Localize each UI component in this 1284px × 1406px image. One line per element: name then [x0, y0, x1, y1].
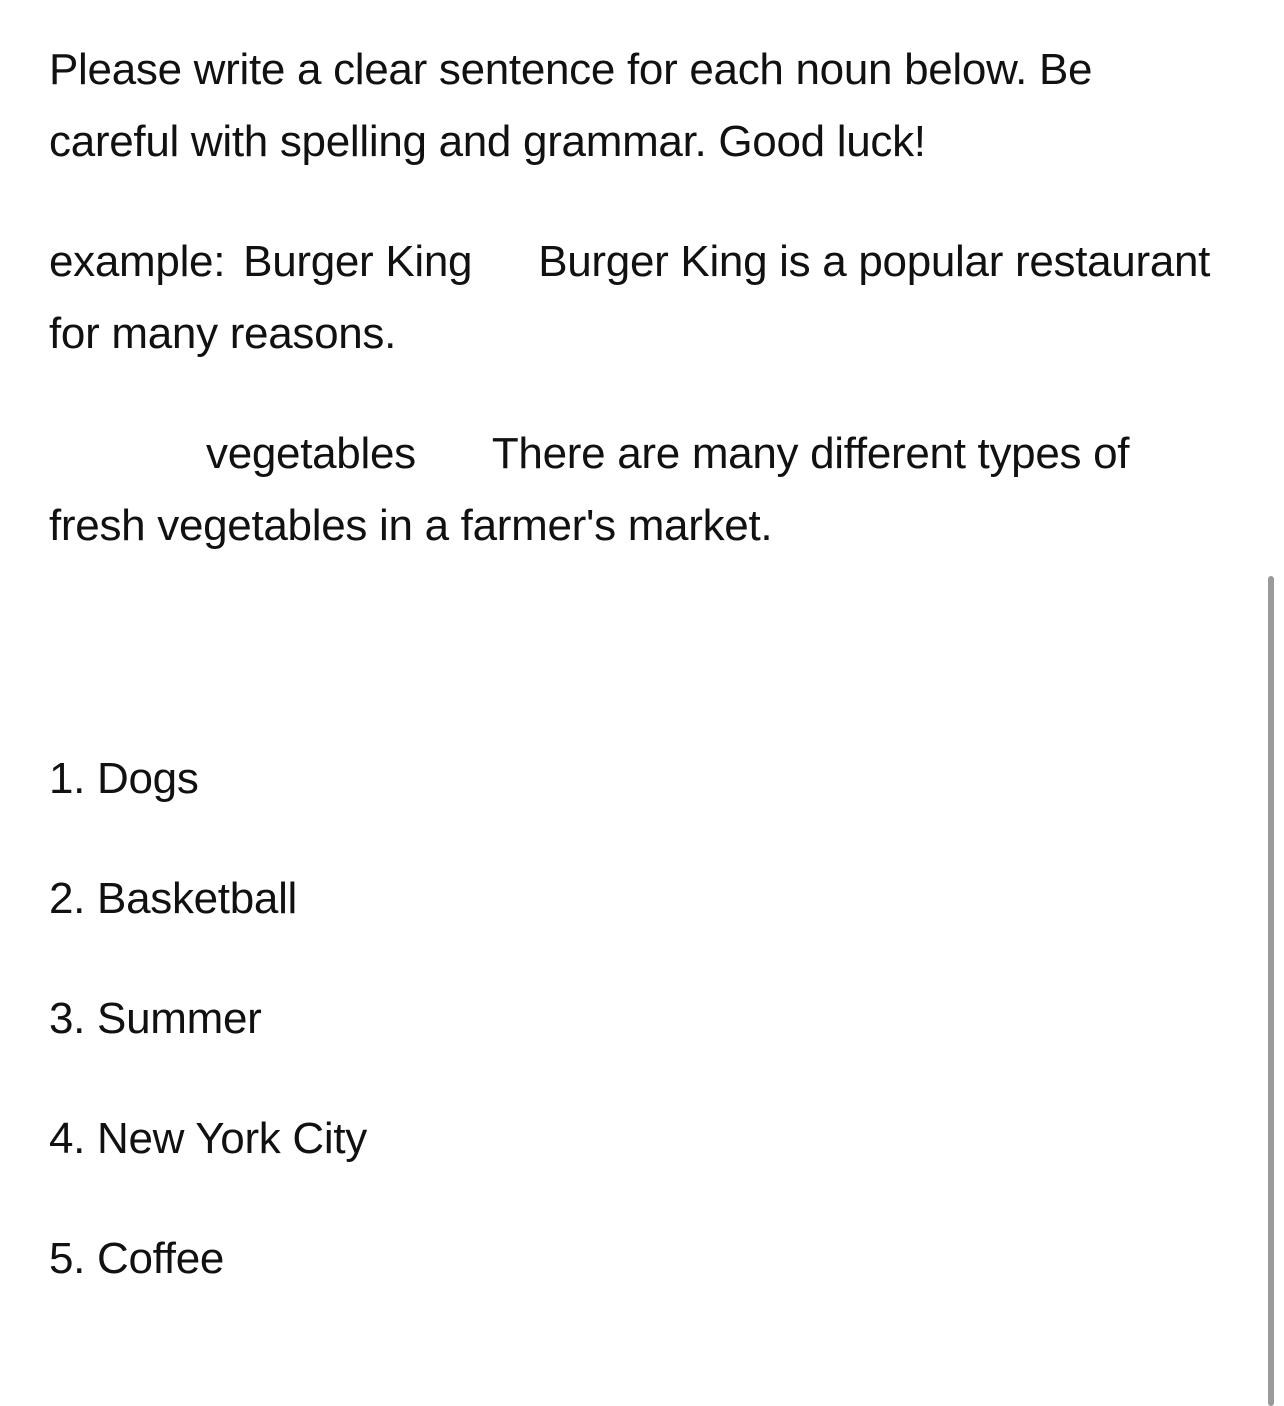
- list-item: 3. Summer: [49, 994, 262, 1043]
- example2-sentence: There are many different types of fresh vegetables in a farmer's market.: [49, 429, 1130, 550]
- example2-paragraph: [49, 418, 1219, 562]
- list-item: 2. Basketball: [49, 874, 298, 923]
- instructions: Please write a clear sentence for each noun below. Be careful with spelling and grammar. Good luck!: [49, 45, 1093, 166]
- list-item: 5. Coffee: [49, 1234, 225, 1283]
- example2-noun: vegetables: [206, 429, 416, 478]
- list-item: 1. Dogs: [49, 754, 199, 803]
- noun-list: [49, 752, 1219, 1352]
- list-item: 4. New York City: [49, 1114, 368, 1163]
- example-noun: Burger King: [243, 237, 473, 286]
- example-label: example:: [49, 237, 226, 286]
- worksheet: [49, 34, 1219, 1352]
- example-paragraph: [49, 226, 1219, 370]
- scrollbar[interactable]: [1268, 576, 1274, 1406]
- example-sentence: Burger King is a popular restaurant for many reasons.: [49, 237, 1211, 358]
